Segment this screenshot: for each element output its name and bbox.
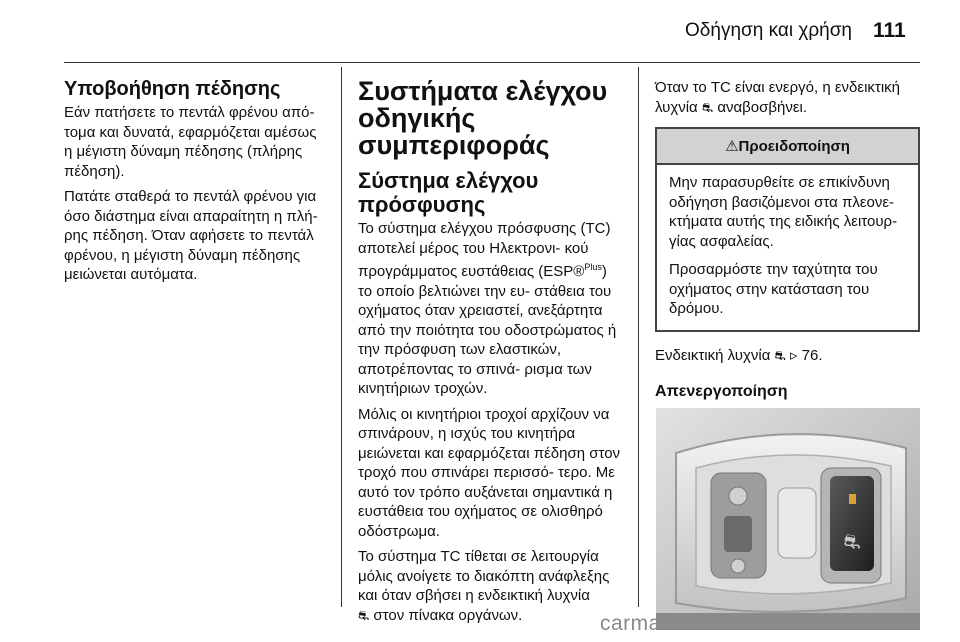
plus-superscript: Plus: [584, 262, 602, 272]
tc-paragraph-2: Μόλις οι κινητήριοι τροχοί αρχίζουν να σπινάρουν, η ισχύς του κινητήρα μειώνεται και εφαρμόζεται πέδηση στον τροχό που σπινάρει περισσό- τερο. Με αυτό τον τρόπο αυξάνεται σημαντικά η ευστάθεια του οχήματος σε ολισθηρό οδόστρωμα.: [358, 405, 621, 540]
brake-assist-paragraph-1: Εάν πατήσετε το πεντάλ φρένου από- τομα και δυνατά, εφαρμόζεται αμέσως η μέγιστη δύναμη πέδησης (πλήρης πέδηση).: [64, 104, 317, 180]
tc-p1-start: Το σύστημα ελέγχου πρόσφυσης (TC) αποτελεί μέρος του Ηλεκτρονι- κού προγράμματος ευστάθειας (ESP®: [358, 220, 611, 280]
column-divider-2: [638, 67, 639, 607]
page-title: Οδήγηση και χρήση: [685, 20, 852, 41]
column-1: [64, 78, 326, 291]
deactivation-heading: Απενεργοποίηση: [655, 383, 788, 400]
indicator-reference: [655, 346, 920, 366]
page-ref-arrow-icon: ▹: [789, 346, 798, 364]
tc-p1-end: ) το οποίο βελτιώνει την ευ- στάθεια του οχήματος όταν χρειαστεί, ανεξάρτητα από την ποιότητα του οδοστρώματος ή την πρόσφυση των ελαστικών, αποτρέποντας το σπινά- ρισμα των κινητήριων τροχών.: [358, 263, 617, 397]
column-divider-1: [341, 67, 342, 607]
tc-p3-end: στον πίνακα οργάνων.: [373, 606, 523, 624]
traction-control-icon: ⛐: [774, 347, 786, 363]
tc-paragraph-3: [358, 547, 624, 625]
indicator-ref-label: Ενδεικτική λυχνία: [655, 346, 771, 364]
tc-active-end: αναβοσβήνει.: [717, 98, 808, 116]
warning-paragraph-2: Προσαρμόστε την ταχύτητα του οχήματος στην κατάσταση του δρόμου.: [669, 261, 878, 317]
indicator-ref-page: 76.: [801, 346, 823, 364]
warning-triangle-icon: ⚠: [725, 138, 739, 155]
page-number: 111: [873, 19, 906, 42]
tc-p3-text: Το σύστημα TC τίθεται σε λειτουργία μόλις ανοίγετε το διακόπτη ανάφλεξης και όταν σβήσει η ενδεικτική λυχνία: [358, 548, 610, 604]
tc-active-paragraph: [655, 78, 920, 117]
traction-control-heading: Σύστημα ελέγχου πρόσφυσης: [358, 168, 539, 217]
column-2: [358, 78, 624, 631]
column-3: [655, 78, 920, 401]
brake-assist-heading: Υποβοήθηση πέδησης: [64, 78, 281, 100]
tc-paragraph-1: [358, 219, 624, 399]
traction-control-icon: ⛐: [358, 607, 370, 623]
warning-title: Προειδοποίηση: [738, 138, 850, 155]
driving-control-heading: Συστήματα ελέγχου οδηγικής συμπεριφοράς: [358, 76, 608, 160]
brake-assist-paragraph-2: Πατάτε σταθερά το πεντάλ φρένου για όσο διάστημα είναι απαραίτητη η πλή- ρης πέδηση. Όταν αφήσετε το πεντάλ φρένου, η μέγιστη δύναμη πέδησης μειώνεται αυτόματα.: [64, 188, 318, 283]
warning-body: [657, 165, 918, 330]
switch-panel-photo: [656, 408, 920, 630]
svg-text:⛐: ⛐: [843, 529, 861, 553]
warning-paragraph-1: Μην παρασυρθείτε σε επικίνδυνη οδήγηση βασιζόμενοι στα πλεονε- κτήματα αυτής της ειδικής λειτουρ- γίας ασφαλείας.: [669, 174, 898, 250]
header-rule: [64, 62, 920, 63]
watermark: carmanualsonline.info: [600, 612, 815, 635]
warning-header: [657, 129, 918, 165]
warning-box: [655, 127, 920, 332]
tc-active-text: Όταν το TC είναι ενεργό, η ενδεικτική λυχνία: [655, 79, 900, 116]
traction-control-icon: ⛐: [701, 99, 714, 115]
